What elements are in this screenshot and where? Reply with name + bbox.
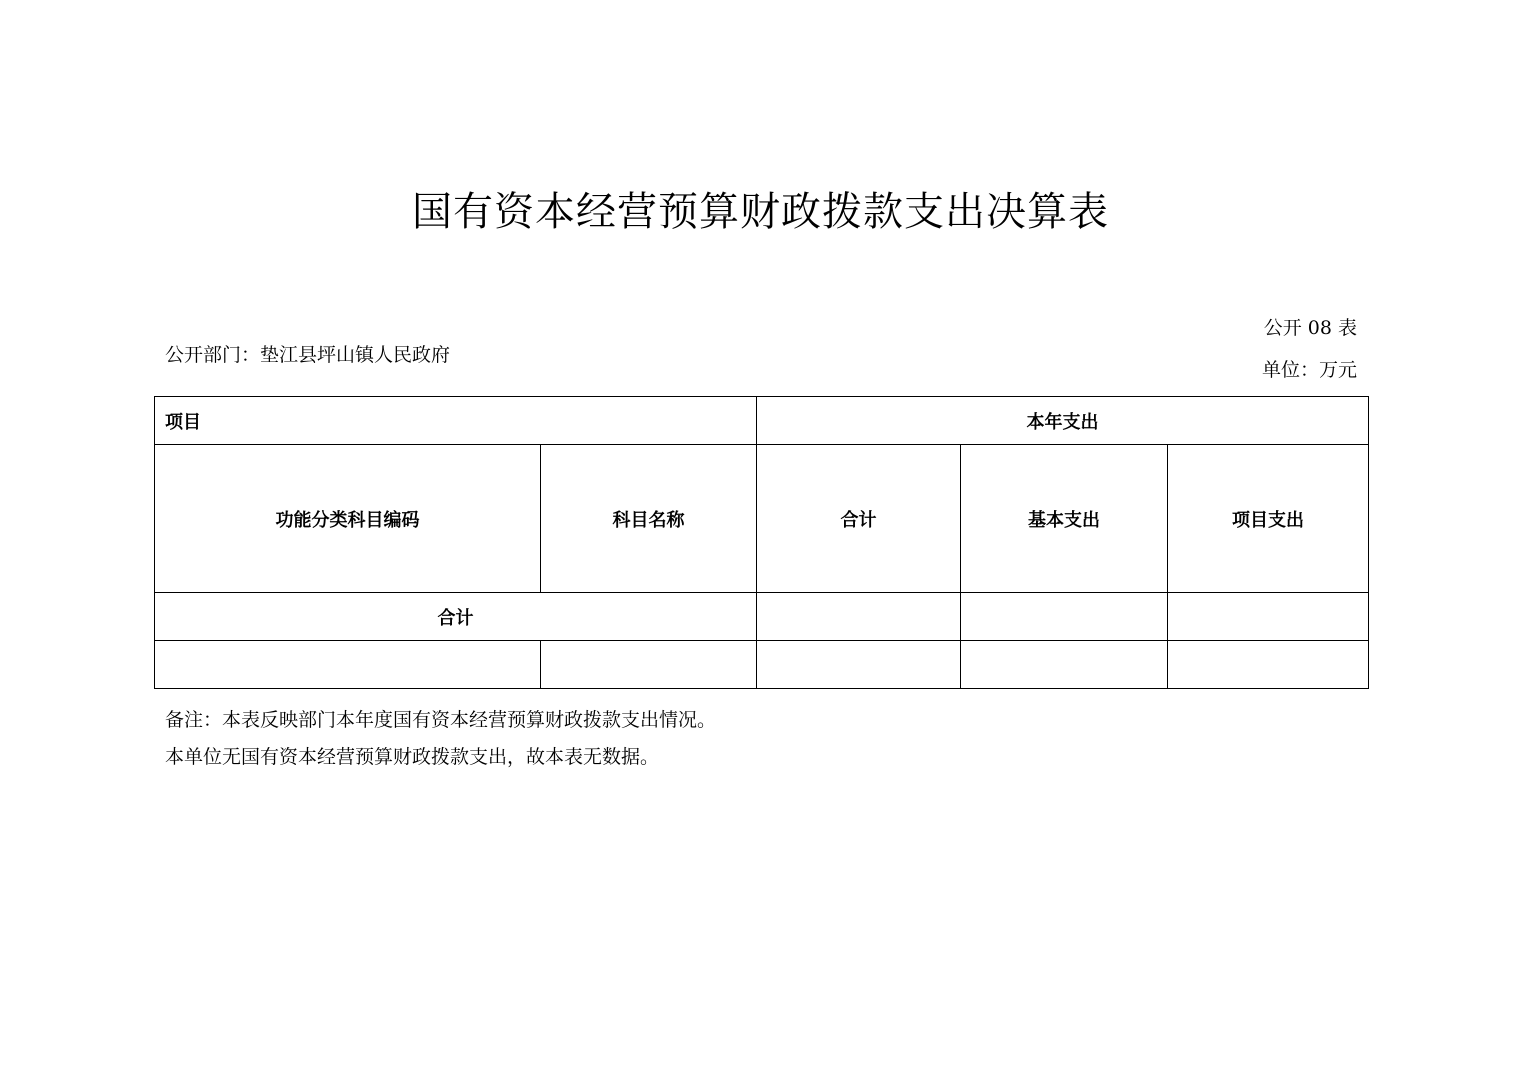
cell-basic [961,641,1168,689]
cell-name [541,641,757,689]
header-row-2 [155,445,1369,593]
total-label: 合计 [155,593,757,641]
total-row [155,593,1369,641]
header-row-1 [155,397,1369,445]
cell-code [155,641,541,689]
note-line-2: 本单位无国有资本经营预算财政拨款支出，故本表无数据。 [165,746,660,768]
column-header-code: 功能分类科目编码 [155,445,541,593]
column-header-project: 项目支出 [1168,445,1369,593]
column-header-total: 合计 [757,445,961,593]
cell-project [1168,641,1369,689]
total-value-total [757,593,961,641]
header-expense: 本年支出 [757,397,1369,445]
report-table [154,396,1369,689]
total-value-basic [961,593,1168,641]
cell-total [757,641,961,689]
note-line-1: 备注：本表反映部门本年度国有资本经营预算财政拨款支出情况。 [165,709,717,731]
column-header-basic: 基本支出 [961,445,1168,593]
column-header-name: 科目名称 [541,445,757,593]
header-item: 项目 [155,397,757,445]
unit-label: 单位：万元 [1261,359,1357,381]
table-row [155,641,1369,689]
total-value-project [1168,593,1369,641]
form-number: 公开 08 表 [1263,317,1357,339]
page-title: 国有资本经营预算财政拨款支出决算表 [412,189,1109,235]
department-label: 公开部门：垫江县坪山镇人民政府 [165,344,451,366]
